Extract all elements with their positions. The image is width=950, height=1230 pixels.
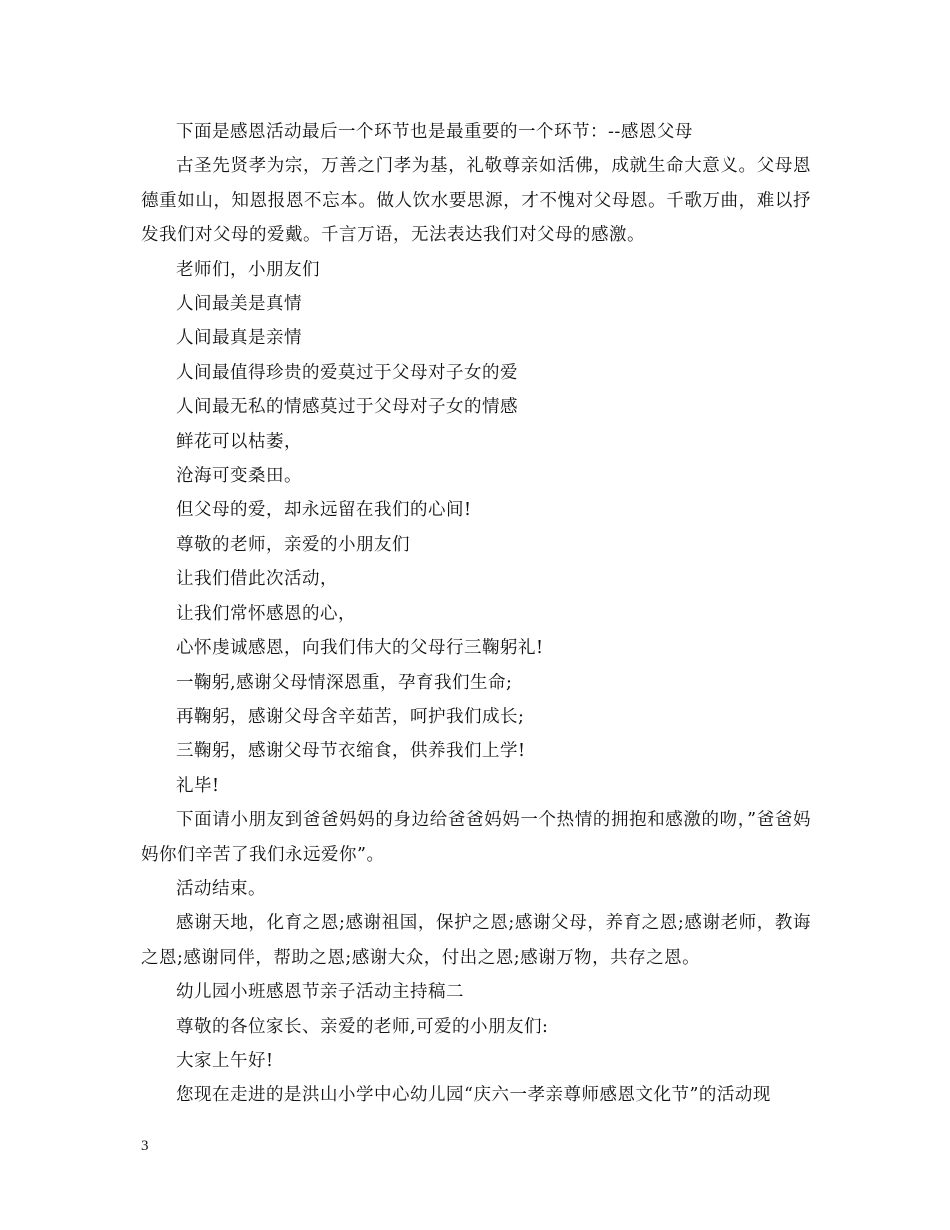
paragraph: 尊敬的各位家长、亲爱的老师,可爱的小朋友们: <box>176 1016 549 1037</box>
paragraph: 人间最无私的情感莫过于父母对子女的情感 <box>176 397 518 418</box>
paragraph: 下面请小朋友到爸爸妈妈的身边给爸爸妈妈一个热情的拥抱和感激的吻，”爸爸妈妈你们辛苦了我们永远爱你”。 <box>141 810 811 865</box>
paragraph: 但父母的爱，却永远留在我们的心间! <box>176 500 472 521</box>
paragraph: 感谢天地，化育之恩;感谢祖国，保护之恩;感谢父母，养育之恩;感谢老师，教诲之恩;感谢同伴，帮助之恩;感谢大众，付出之恩;感谢万物，共存之恩。 <box>141 913 811 968</box>
paragraph: 三鞠躬，感谢父母节衣缩食，供养我们上学! <box>176 741 526 762</box>
paragraph: 人间最值得珍贵的爱莫过于父母对子女的爱 <box>176 362 518 383</box>
paragraph: 老师们，小朋友们 <box>176 259 320 280</box>
paragraph: 大家上午好! <box>176 1050 274 1071</box>
paragraph: 沧海可变桑田。 <box>176 466 302 487</box>
paragraph: 再鞠躬，感谢父母含辛茹苦，呵护我们成长; <box>176 706 525 727</box>
paragraph: 尊敬的老师，亲爱的小朋友们 <box>176 534 410 555</box>
section-title: 幼儿园小班感恩节亲子活动主持稿二 <box>176 982 464 1003</box>
paragraph: 人间最美是真情 <box>176 294 302 315</box>
paragraph: 古圣先贤孝为宗，万善之门孝为基，礼敬尊亲如活佛，成就生命大意义。父母恩德重如山，知恩报恩不忘本。做人饮水要思源，才不愧对父母恩。千歌万曲，难以抒发我们对父母的爱戴。千言万语，无法表达我们对父母的感激。 <box>141 156 811 246</box>
paragraph: 让我们借此次活动， <box>176 569 338 590</box>
paragraph: 下面是感恩活动最后一个环节也是最重要的一个环节：--感恩父母 <box>176 122 693 142</box>
paragraph: 鲜花可以枯萎， <box>176 431 302 452</box>
paragraph: 一鞠躬,感谢父母情深恩重，孕育我们生命; <box>176 672 513 693</box>
paragraph: 活动结束。 <box>176 878 266 899</box>
document-body <box>141 115 811 1113</box>
paragraph: 礼毕! <box>176 775 220 796</box>
paragraph: 人间最真是亲情 <box>176 328 302 349</box>
paragraph: 您现在走进的是洪山小学中心幼儿园“庆六一孝亲尊师感恩文化节”的活动现 <box>176 1085 771 1106</box>
page-number: 3 <box>141 1138 149 1154</box>
paragraph: 心怀虔诚感恩，向我们伟大的父母行三鞠躬礼! <box>176 638 544 659</box>
paragraph: 让我们常怀感恩的心， <box>176 603 356 624</box>
